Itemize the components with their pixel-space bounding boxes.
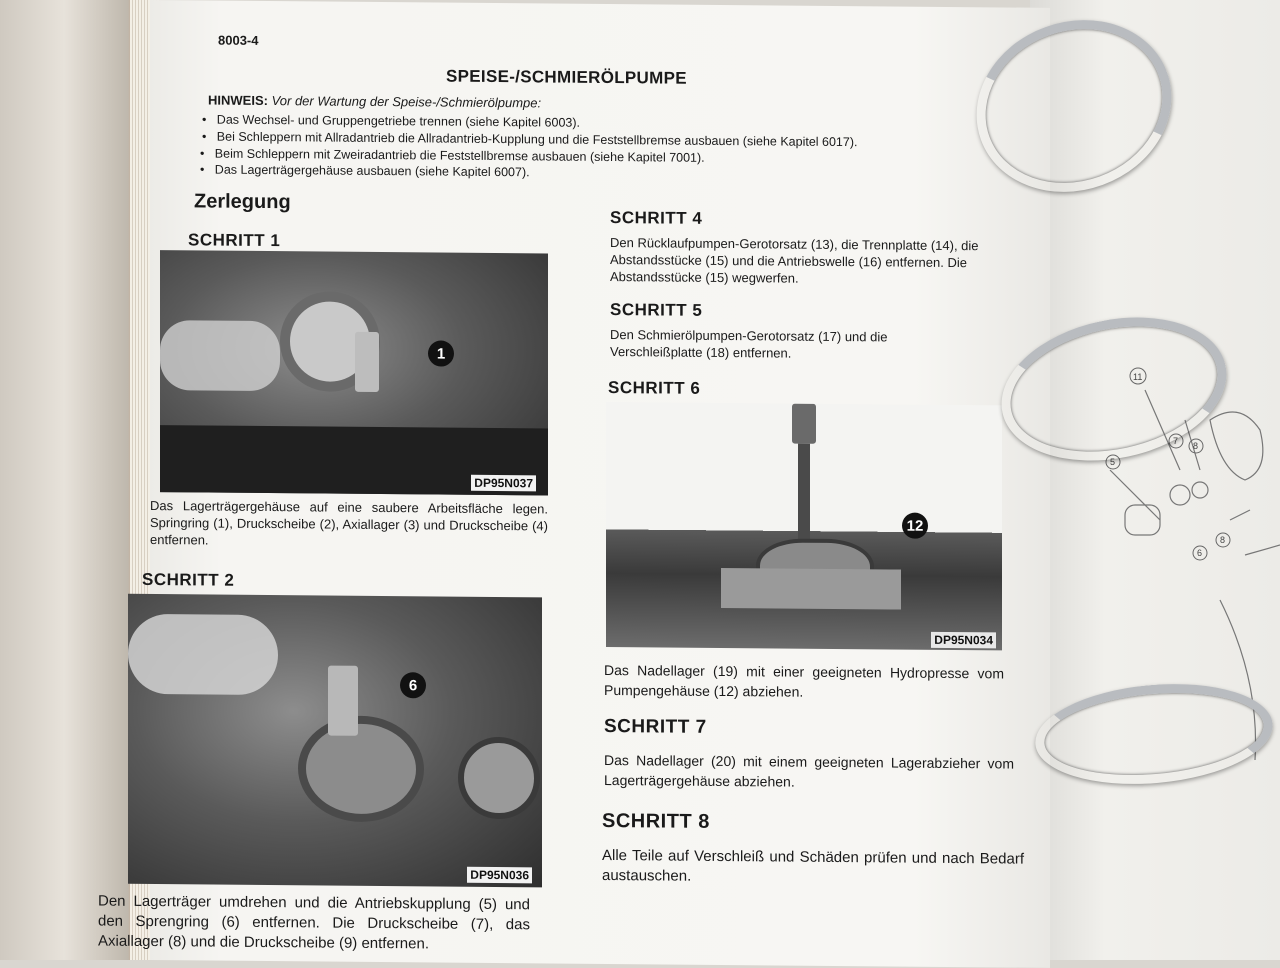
step1-photo <box>160 250 548 495</box>
step6-callout: 12 <box>902 513 928 539</box>
diagram-callout-8b: 8 <box>1220 535 1226 545</box>
step4-text: Den Rücklaufpumpen-Gerotorsatz (13), die Trennplatte (14), die Abstandsstücke (15) und die Antriebswelle (16) entfernen. Die Abstandsstücke (15) wegwerfen. <box>610 235 979 286</box>
section-heading: Zerlegung <box>194 190 291 214</box>
step1-image-label: DP95N037 <box>471 475 536 492</box>
diagram-callout-8a: 8 <box>1193 441 1199 451</box>
step2-image-label: DP95N036 <box>467 867 532 884</box>
step7-text: Das Nadellager (20) mit einem geeigneten Lagerabzieher vom Lagerträgergehäuse abziehen. <box>604 751 1014 790</box>
bullet-2: • Bei Schleppern mit Allradantrieb die Allradantrieb-Kupplung und die Feststellbremse ausbauen (siehe Kapitel 6017). <box>202 129 858 150</box>
step2-photo <box>128 594 542 888</box>
step2-text: Den Lagerträger umdrehen und die Antriebskupplung (5) und den Sprengring (6) entfernen. Die Druckscheibe (7), das Axiallager (8) und die Druckscheibe (9) entfernen. <box>98 892 530 953</box>
drive-shaft <box>328 666 358 736</box>
note <box>208 93 541 111</box>
press-ram <box>798 444 810 544</box>
hand <box>160 320 280 391</box>
note-text: Vor der Wartung der Speise-/Schmierölpumpe: <box>271 93 542 111</box>
manual-page <box>98 0 1050 968</box>
press-ram-top <box>792 404 816 444</box>
page-number: 8003-4 <box>218 32 259 48</box>
support-plate <box>721 568 901 610</box>
bore <box>458 737 540 820</box>
bullet-1: • Das Wechsel- und Gruppengetriebe trennen (siehe Kapitel 6003). <box>202 112 580 130</box>
diagram-callout-6: 6 <box>1197 548 1203 558</box>
step2-callout: 6 <box>400 672 426 698</box>
step6-photo <box>606 402 1002 650</box>
diagram-callout-5: 5 <box>1110 457 1116 467</box>
step2-heading: SCHRITT 2 <box>142 569 235 590</box>
step4-heading: SCHRITT 4 <box>610 208 703 228</box>
step8-text: Alle Teile auf Verschleiß und Schäden prüfen und nach Bedarf austauschen. <box>602 846 1024 885</box>
drive-shaft <box>355 332 379 392</box>
step1-heading: SCHRITT 1 <box>188 230 281 251</box>
step6-image-label: DP95N034 <box>931 632 996 649</box>
step5-text: Den Schmierölpumpen-Gerotorsatz (17) und die Verschleißplatte (18) entfernen. <box>610 327 888 361</box>
pump-housing <box>298 715 424 822</box>
hand <box>128 614 278 695</box>
step8-heading: SCHRITT 8 <box>602 809 710 833</box>
step1-text: Das Lagerträgergehäuse auf eine saubere Arbeitsfläche legen. Springring (1), Druckscheibe (2), Axiallager (3) und Druckscheibe (4) entfernen. <box>150 498 548 548</box>
diagram-callout-11: 11 <box>1133 372 1143 382</box>
diagram-callout-7: 7 <box>1173 436 1179 446</box>
step1-callout: 1 <box>428 340 454 366</box>
bullet-4: • Das Lagerträgergehäuse ausbauen (siehe Kapitel 6007). <box>200 162 530 180</box>
step7-heading: SCHRITT 7 <box>604 715 707 738</box>
step6-text: Das Nadellager (19) mit einer geeigneten Hydropresse vom Pumpengehäuse (12) abziehen. <box>604 661 1004 700</box>
step5-heading: SCHRITT 5 <box>610 300 703 320</box>
bullet-3: • Beim Schleppern mit Zweiradantrieb die Feststellbremse ausbauen (siehe Kapitel 7001). <box>200 146 705 165</box>
page-title: SPEISE-/SCHMIERÖLPUMPE <box>446 66 687 88</box>
note-label: HINWEIS: <box>208 92 268 109</box>
step6-heading: SCHRITT 6 <box>608 377 701 398</box>
